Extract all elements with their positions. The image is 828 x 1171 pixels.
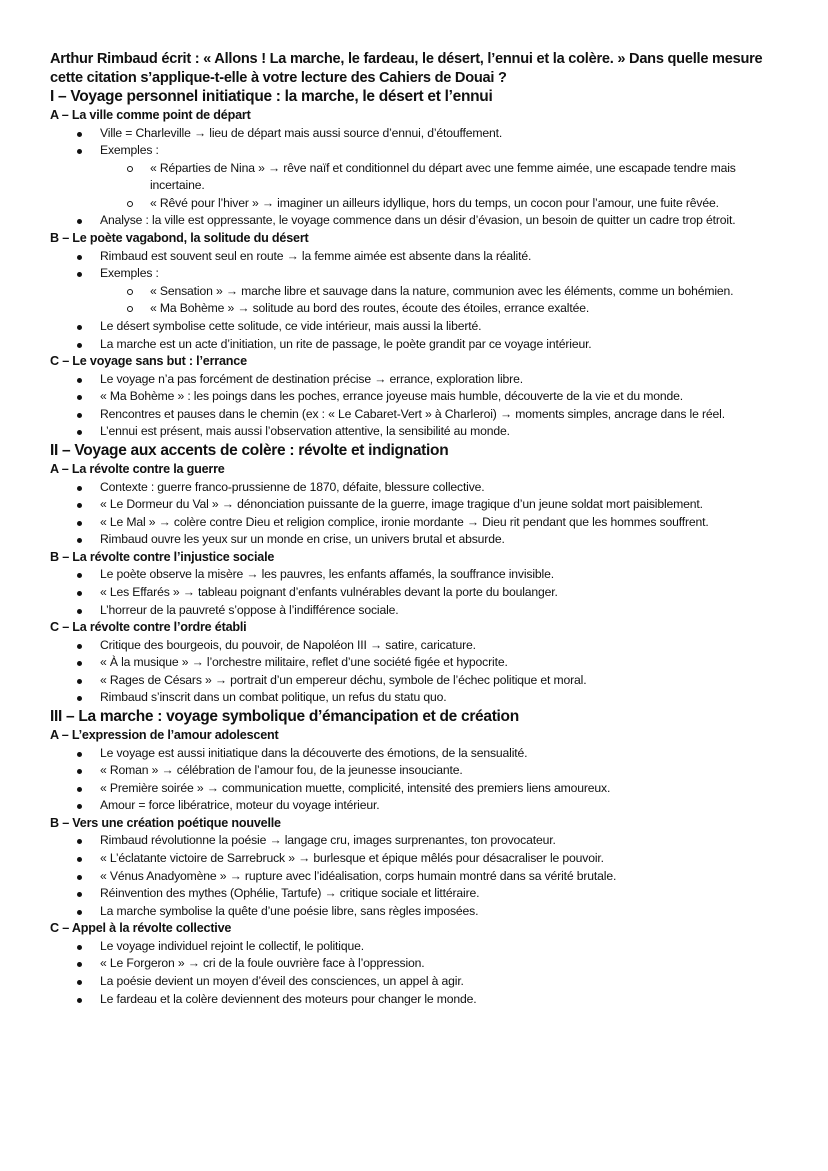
subsection-heading: B – Le poète vagabond, la solitude du désert xyxy=(50,231,309,246)
sub-list-item: « Ma Bohème » → solitude au bord des routes, écoute des étoiles, errance exaltée. xyxy=(100,300,780,318)
bullet-list xyxy=(50,479,780,549)
sub-list-item: « Réparties de Nina » → rêve naïf et conditionnel du départ avec une femme aimée, une escapade tendre mais incertaine. xyxy=(100,160,780,195)
list-item-text: Analyse : la ville est oppressante, le voyage commence dans un désir d’évasion, un besoin de quitter un cadre trop étroit. xyxy=(100,213,736,228)
subsection-heading: C – La révolte contre l’ordre établi xyxy=(50,620,247,635)
list-item-text: Exemples : xyxy=(100,143,159,158)
list-item-text: Rimbaud s’inscrit dans un combat politique, un refus du statu quo. xyxy=(100,690,447,705)
subsection xyxy=(50,815,780,920)
list-item-text: « Les Effarés » → tableau poignant d’enfants vulnérables devant la porte du boulanger. xyxy=(100,584,558,599)
sub-list-item: « Rêvé pour l’hiver » → imaginer un ailleurs idyllique, hors du temps, un cocon pour l’amour, une fuite rêvée. xyxy=(100,195,780,213)
list-item xyxy=(50,955,780,973)
subsection xyxy=(50,920,780,1008)
list-item xyxy=(50,479,780,497)
list-item-text: L’horreur de la pauvreté s’oppose à l’indifférence sociale. xyxy=(100,602,399,617)
section xyxy=(50,707,780,1008)
list-item xyxy=(50,745,780,763)
list-item xyxy=(50,832,780,850)
list-item-text: Contexte : guerre franco-prussienne de 1870, défaite, blessure collective. xyxy=(100,479,485,494)
list-item xyxy=(50,423,780,441)
subsection-heading: C – Appel à la révolte collective xyxy=(50,921,232,936)
list-item-text: Réinvention des mythes (Ophélie, Tartufe) → critique sociale et littéraire. xyxy=(100,886,480,901)
list-item xyxy=(50,637,780,655)
list-item-text: « L’éclatante victoire de Sarrebruck » → burlesque et épique mêlés pour désacraliser le pouvoir. xyxy=(100,851,604,865)
list-item xyxy=(50,318,780,336)
subsection xyxy=(50,107,780,230)
bullet-list xyxy=(50,938,780,1008)
list-item xyxy=(50,797,780,815)
subsection-heading: A – La ville comme point de départ xyxy=(50,108,251,122)
list-item xyxy=(50,973,780,991)
list-item xyxy=(50,885,780,903)
section-heading: I – Voyage personnel initiatique : la marche, le désert et l’ennui xyxy=(50,88,493,105)
section-heading: II – Voyage aux accents de colère : révolte et indignation xyxy=(50,442,449,459)
list-item xyxy=(50,584,780,602)
bullet-list xyxy=(50,566,780,619)
list-item-text: Amour = force libératrice, moteur du voyage intérieur. xyxy=(100,798,380,813)
list-item-text: Le voyage individuel rejoint le collectif, le politique. xyxy=(100,938,364,953)
list-item-text: Le voyage est aussi initiatique dans la découverte des émotions, de la sensualité. xyxy=(100,745,528,760)
list-item-text: « Roman » → célébration de l’amour fou, de la jeunesse insouciante. xyxy=(100,763,463,778)
list-item-text: « Le Mal » → colère contre Dieu et religion complice, ironie mordante → Dieu rit pendant que les hommes souffrent. xyxy=(100,514,709,529)
list-item-text: Rencontres et pauses dans le chemin (ex : « Le Cabaret-Vert » à Charleroi) → moments simples, ancrage dans le réel. xyxy=(100,406,725,421)
list-item-text: Rimbaud est souvent seul en route → la femme aimée est absente dans la réalité. xyxy=(100,248,532,263)
document-page xyxy=(50,50,780,1008)
bullet-list xyxy=(50,832,780,920)
subsection xyxy=(50,727,780,815)
list-item xyxy=(50,496,780,514)
list-item xyxy=(50,336,780,354)
list-item-text: Rimbaud ouvre les yeux sur un monde en crise, un univers brutal et absurde. xyxy=(100,532,505,547)
subsection xyxy=(50,230,780,353)
list-item-text: « À la musique » → l’orchestre militaire, reflet d’une société figée et hypocrite. xyxy=(100,655,508,670)
list-item xyxy=(50,850,780,868)
list-item-text: Le désert symbolise cette solitude, ce vide intérieur, mais aussi la liberté. xyxy=(100,318,482,333)
section xyxy=(50,441,780,707)
subsection xyxy=(50,549,780,619)
list-item xyxy=(50,689,780,707)
list-item-text: La marche est un acte d’initiation, un rite de passage, le poète grandit par ce voyage intérieur. xyxy=(100,336,592,351)
bullet-list xyxy=(50,745,780,815)
section-heading: III – La marche : voyage symbolique d’émancipation et de création xyxy=(50,708,519,726)
list-item xyxy=(50,780,780,798)
bullet-list xyxy=(50,637,780,707)
bullet-list xyxy=(50,125,780,231)
subsection xyxy=(50,619,780,707)
list-item xyxy=(50,142,780,212)
list-item xyxy=(50,903,780,921)
list-item-text: Le voyage n’a pas forcément de destination précise → errance, exploration libre. xyxy=(100,371,523,386)
subsection-heading: A – La révolte contre la guerre xyxy=(50,462,225,476)
list-item-text: Critique des bourgeois, du pouvoir, de Napoléon III → satire, caricature. xyxy=(100,637,476,652)
list-item xyxy=(50,514,780,532)
list-item xyxy=(50,602,780,620)
list-item xyxy=(50,654,780,672)
sub-bullet-list xyxy=(100,160,780,213)
bullet-list xyxy=(50,371,780,441)
list-item xyxy=(50,265,780,318)
list-item-text: Le poète observe la misère → les pauvres, les enfants affamés, la souffrance invisible. xyxy=(100,567,554,582)
sub-list-item: « Sensation » → marche libre et sauvage dans la nature, communion avec les éléments, comme un bohémien. xyxy=(100,283,780,301)
document-title: Arthur Rimbaud écrit : « Allons ! La marche, le fardeau, le désert, l’ennui et la colère. » Dans quelle mesure cette citation s’applique-t-elle à votre lecture des Cahiers de Douai ? xyxy=(50,51,763,86)
list-item xyxy=(50,991,780,1009)
subsection xyxy=(50,353,780,441)
subsection-heading: C – Le voyage sans but : l’errance xyxy=(50,354,247,369)
list-item xyxy=(50,371,780,389)
list-item xyxy=(50,388,780,406)
list-item-text: La marche symbolise la quête d’une poésie libre, sans règles imposées. xyxy=(100,903,479,918)
list-item-text: « Rages de Césars » → portrait d’un empereur déchu, symbole de l’échec politique et moral. xyxy=(100,672,587,687)
subsection-heading: B – La révolte contre l’injustice sociale xyxy=(50,549,275,564)
list-item xyxy=(50,212,780,230)
section xyxy=(50,87,780,441)
list-item xyxy=(50,938,780,956)
list-item-text: Exemples : xyxy=(100,266,159,281)
sections xyxy=(50,87,780,1008)
list-item-text: La poésie devient un moyen d’éveil des consciences, un appel à agir. xyxy=(100,974,464,989)
list-item-text: Ville = Charleville → lieu de départ mais aussi source d’ennui, d’étouffement. xyxy=(100,125,503,140)
bullet-list xyxy=(50,248,780,354)
list-item xyxy=(50,672,780,690)
list-item xyxy=(50,406,780,424)
sub-bullet-list xyxy=(100,283,780,318)
list-item xyxy=(50,566,780,584)
list-item-text: « Ma Bohème » : les poings dans les poches, errance joyeuse mais humble, découverte de la vie et du monde. xyxy=(100,389,683,404)
list-item-text: Le fardeau et la colère deviennent des moteurs pour changer le monde. xyxy=(100,991,477,1006)
list-item-text: « Première soirée » → communication muette, complicité, intensité des premiers liens amoureux. xyxy=(100,780,611,795)
list-item xyxy=(50,125,780,143)
list-item-text: L’ennui est présent, mais aussi l’observation attentive, la sensibilité au monde. xyxy=(100,424,510,439)
list-item xyxy=(50,531,780,549)
list-item xyxy=(50,248,780,266)
subsection-heading: B – Vers une création poétique nouvelle xyxy=(50,815,281,830)
subsection xyxy=(50,461,780,549)
subsection-heading: A – L’expression de l’amour adolescent xyxy=(50,728,279,743)
list-item-text: « Le Dormeur du Val » → dénonciation puissante de la guerre, image tragique d’un jeune soldat mort paisiblement. xyxy=(100,497,703,512)
list-item xyxy=(50,868,780,886)
list-item xyxy=(50,762,780,780)
list-item-text: Rimbaud révolutionne la poésie → langage cru, images surprenantes, ton provocateur. xyxy=(100,833,556,848)
list-item-text: « Le Forgeron » → cri de la foule ouvrière face à l’oppression. xyxy=(100,956,425,971)
list-item-text: « Vénus Anadyomène » → rupture avec l’idéalisation, corps humain montré dans sa vérité brutale. xyxy=(100,868,617,883)
